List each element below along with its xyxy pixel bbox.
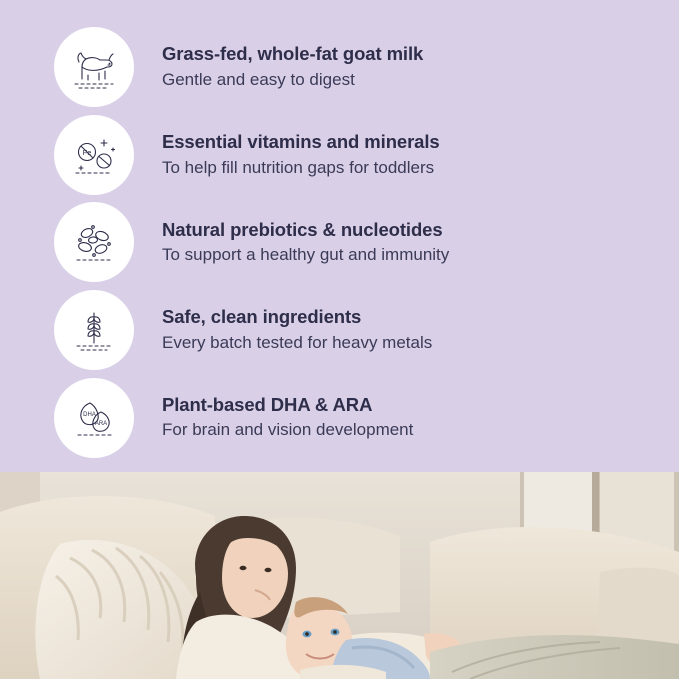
feature-text xyxy=(162,219,449,267)
feature-subtitle: To support a healthy gut and immunity xyxy=(162,245,450,265)
svg-text:Fe: Fe xyxy=(82,147,92,157)
feature-row xyxy=(28,374,651,461)
feature-title: Grass-fed, whole-fat goat milk xyxy=(162,43,424,65)
prebiotics-microbes-icon xyxy=(54,202,134,282)
vitamins-minerals-icon xyxy=(54,115,134,195)
mother-and-toddler-on-sofa-photo xyxy=(0,472,679,679)
feature-subtitle: Every batch tested for heavy metals xyxy=(162,332,433,352)
goat-icon xyxy=(54,27,134,107)
feature-row xyxy=(28,199,651,286)
feature-row xyxy=(28,24,651,111)
svg-text:DHA: DHA xyxy=(83,411,96,418)
feature-text xyxy=(162,306,432,354)
feature-text xyxy=(162,131,440,179)
feature-text xyxy=(162,43,423,91)
feature-title: Essential vitamins and minerals xyxy=(162,131,440,153)
feature-title: Natural prebiotics & nucleotides xyxy=(162,218,443,240)
feature-text xyxy=(162,394,413,442)
wheat-plant-icon xyxy=(54,290,134,370)
feature-title: Plant-based DHA & ARA xyxy=(162,393,373,415)
feature-title: Safe, clean ingredients xyxy=(162,306,362,328)
feature-row xyxy=(28,287,651,374)
dha-ara-leaf-icon xyxy=(54,378,134,458)
feature-row xyxy=(28,112,651,199)
feature-subtitle: Gentle and easy to digest xyxy=(162,70,355,90)
feature-subtitle: For brain and vision development xyxy=(162,420,414,440)
feature-subtitle: To help fill nutrition gaps for toddlers xyxy=(162,157,435,177)
svg-text:ARA: ARA xyxy=(94,420,108,427)
